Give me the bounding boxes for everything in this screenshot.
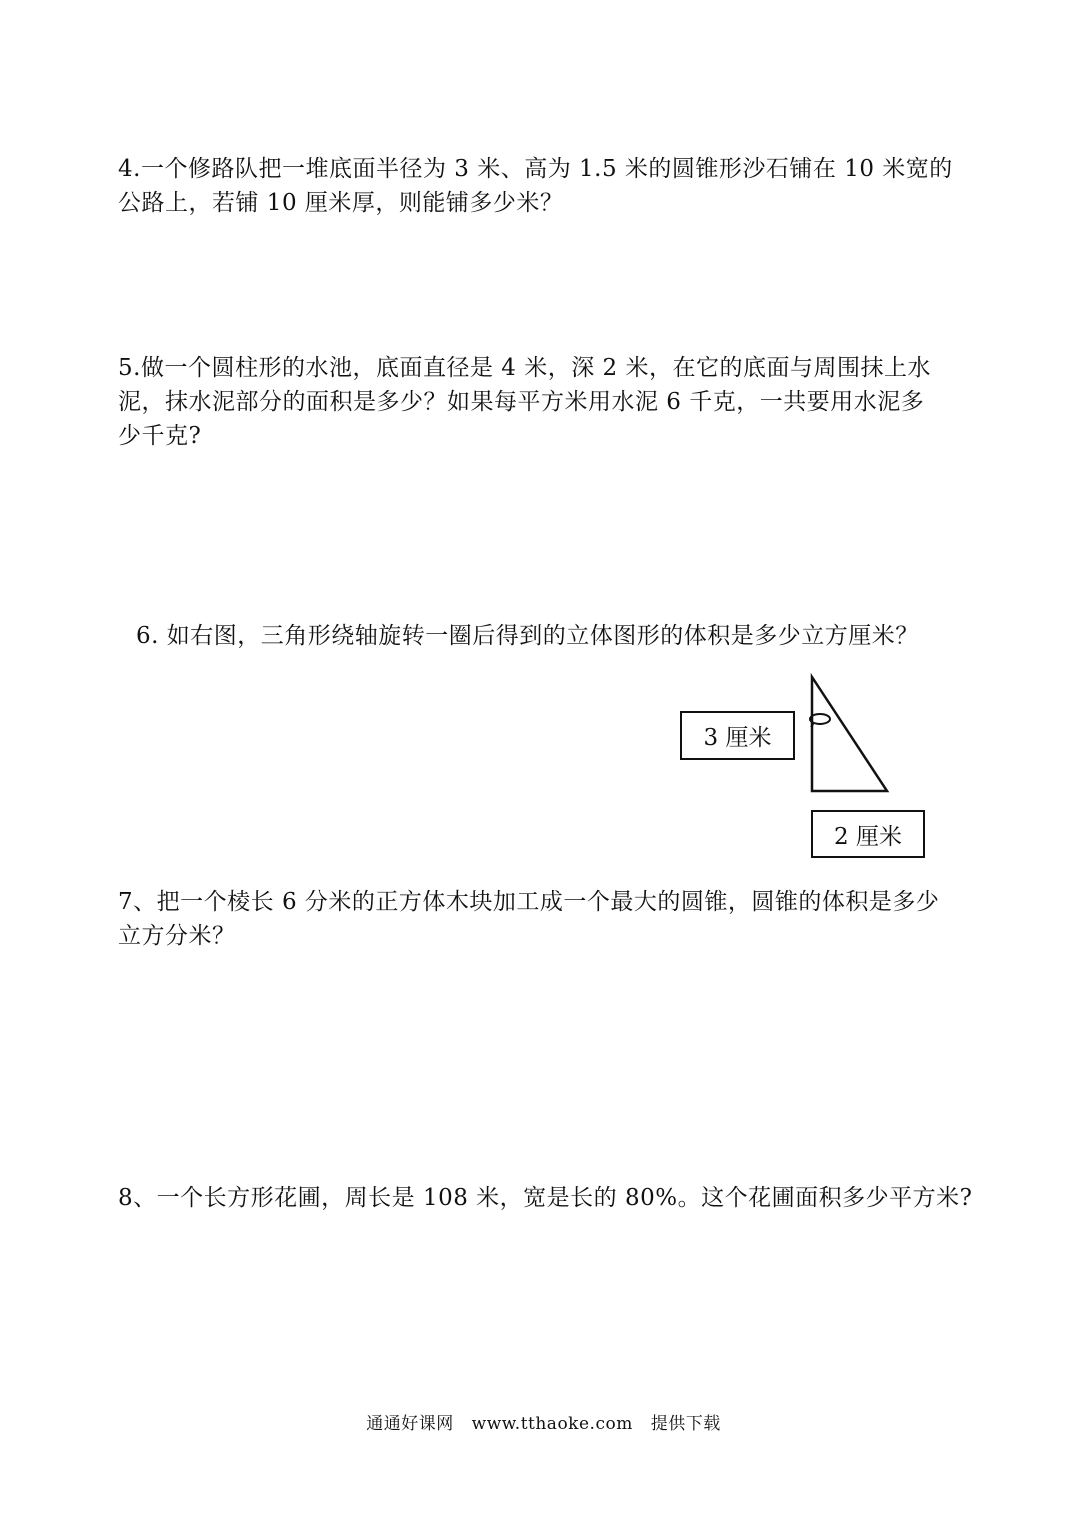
question-4 [118,152,978,220]
height-label-box [680,711,795,760]
question-7-line-2: 立方分米？ [118,923,236,949]
question-5-line-3: 少千克? [118,423,202,449]
question-8 [118,1181,978,1215]
question-5 [118,351,978,453]
question-7-line-1: 7、把一个棱长 6 分米的正方体木块加工成一个最大的圆锥，圆锥的体积是多少 [118,889,940,915]
base-label: 2 厘米 [834,823,902,850]
footer [0,1409,1087,1434]
question-8-line-1: 8、一个长方形花圃，周长是 108 米，宽是长的 80%。这个花圃面积多少平方米? [118,1185,973,1211]
question-4-line-2: 公路上，若铺 10 厘米厚，则能铺多少米？ [118,190,564,216]
question-5-line-2: 泥，抹水泥部分的面积是多少？如果每平方米用水泥 6 千克，一共要用水泥多 [118,389,925,415]
question-4-line-1: 4.一个修路队把一堆底面半径为 3 米、高为 1.5 米的圆锥形沙石铺在 10 米宽的 [118,156,953,182]
question-7 [118,885,978,953]
right-triangle [812,677,887,791]
right-triangle-figure [800,670,900,800]
question-6-line-1: 6. 如右图，三角形绕轴旋转一圈后得到的立体图形的体积是多少立方厘米？ [136,623,919,649]
question-5-line-1: 5.做一个圆柱形的水池，底面直径是 4 米，深 2 米，在它的底面与周围抹上水 [118,355,931,381]
footer-suffix: 提供下载 [650,1414,721,1434]
footer-site-name: 通通好课网 [366,1414,454,1434]
base-label-box [811,810,925,858]
height-label: 3 厘米 [703,725,772,751]
footer-url[interactable]: www.tthaoke.com [471,1414,633,1434]
question-6 [136,619,996,653]
